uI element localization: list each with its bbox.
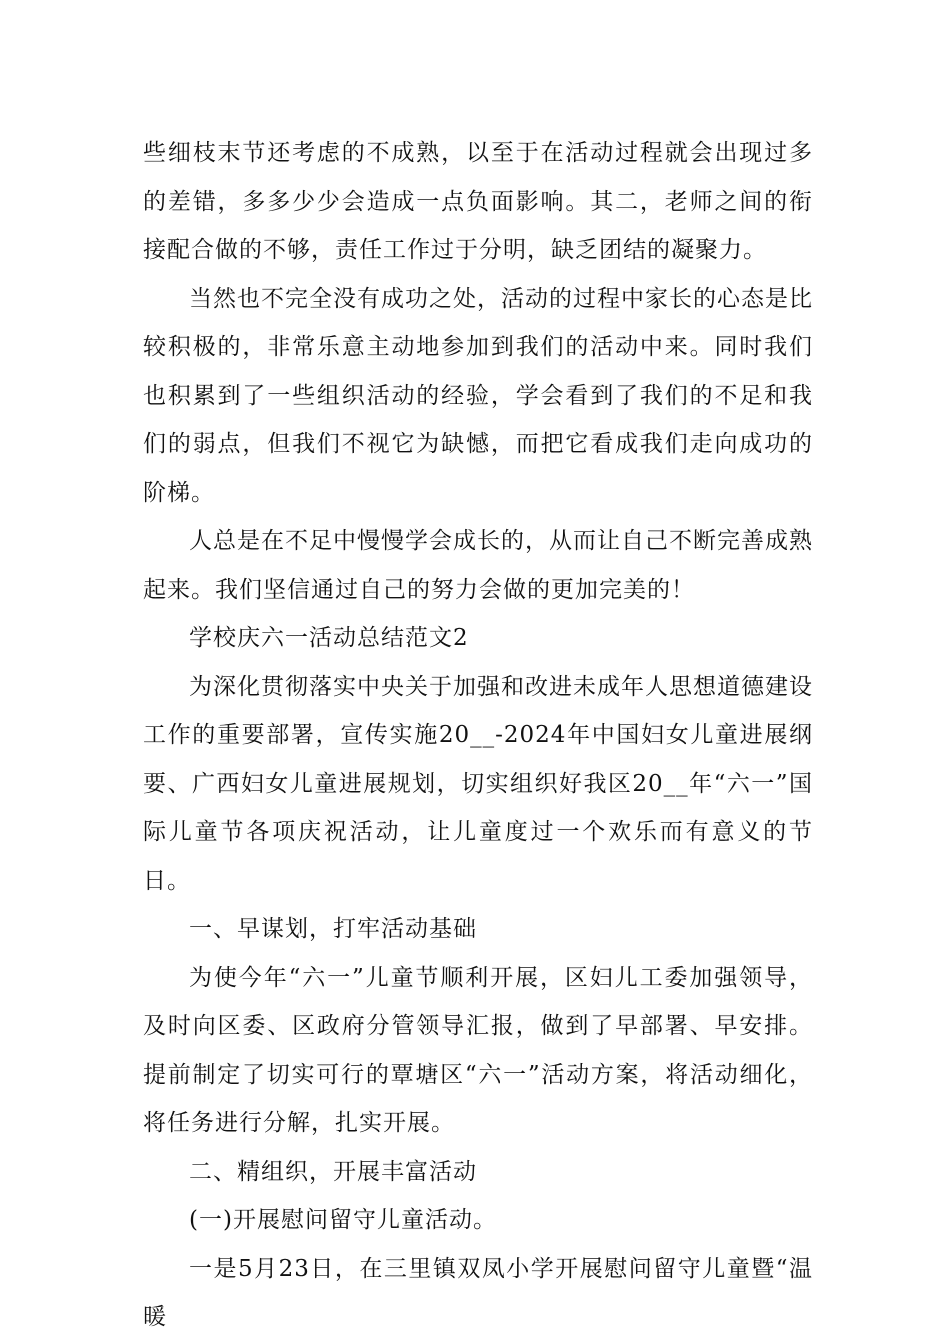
heading-1: 一、早谋划，打牢活动基础 xyxy=(189,916,477,942)
paragraph-5: 为使今年“六一”儿童节顺利开展，区妇儿工委加强领导，及时向区委、区政府分管领导汇报，做到了早部署、早安排。提前制定了切实可行的覃塘区“六一”活动方案，将活动细化，将任务进行分解，扎实开展。 xyxy=(143,964,813,1136)
heading-2: 二、精组织，开展丰富活动 xyxy=(189,1158,477,1185)
section-title: 学校庆六一活动总结范文2 xyxy=(189,625,469,651)
subheading-1: (一)开展慰问留守儿童活动。 xyxy=(189,1207,497,1233)
paragraph-3: 人总是在不足中慢慢学会成长的，从而让自己不断完善成熟起来。我们坚信通过自己的努力会做的更加完美的！ xyxy=(143,528,813,603)
paragraph-1: 些细枝末节还考虑的不成熟，以至于在活动过程就会出现过多的差错，多多少少会造成一点负面影响。其二，老师之间的衔接配合做的不够，责任工作过于分明，缺乏团结的凝聚力。 xyxy=(143,140,813,263)
paragraph-2: 当然也不完全没有成功之处，活动的过程中家长的心态是比较积极的，非常乐意主动地参加到我们的活动中来。同时我们也积累到了一些组织活动的经验，学会看到了我们的不足和我们的弱点，但我们不视它为缺憾，而把它看成我们走向成功的阶梯。 xyxy=(143,285,813,506)
paragraph-6: 一是5月23日，在三里镇双凤小学开展慰问留守儿童暨“温暖 xyxy=(143,1255,813,1330)
paragraph-4: 为深化贯彻落实中央关于加强和改进未成年人思想道德建设工作的重要部署，宣传实施20__-2024年中国妇女儿童进展纲要、广西妇女儿童进展规划，切实组织好我区20__年“六一”国际儿童节各项庆祝活动，让儿童度过一个欢乐而有意义的节日。 xyxy=(143,673,813,894)
document-body xyxy=(143,129,813,1342)
